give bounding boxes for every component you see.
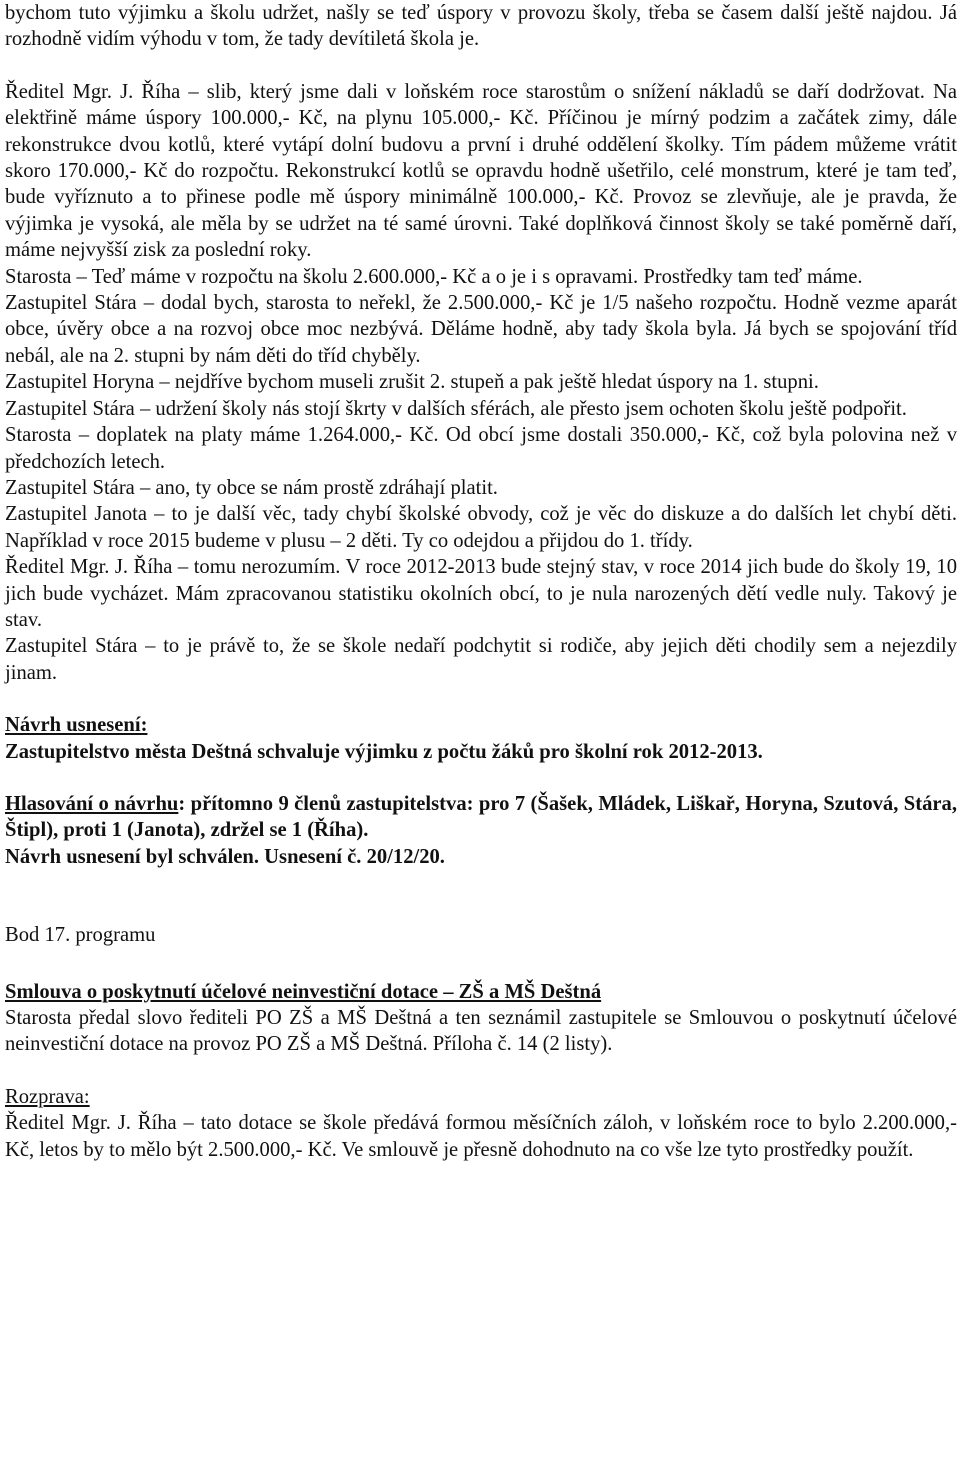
discussion-heading-text: Rozprava:	[5, 1085, 90, 1108]
discussion-text: Ředitel Mgr. J. Říha – tato dotace se škole předává formou měsíčních záloh, v loňském roce to bylo 2.200.000,- Kč, letos by to mělo být 2.500.000,- Kč. Ve smlouvě je přesně dohodnuto na co vše lze tyto prostředky použít.	[5, 1112, 957, 1161]
resolution-text: Zastupitelstvo města Deštná schvaluje výjimku z počtu žáků pro školní rok 2012-2013.	[5, 740, 763, 763]
paragraph-reditel-riha-1: Ředitel Mgr. J. Říha – slib, který jsme dali v loňském roce starostům o snížení nákladů se daří dodržovat. Na elektřině máme úspory 100.000,- Kč, na plynu 105.000,- Kč. Příčinou je mírný podzim a začátek zimy, dále rekonstrukce dvou kotlů, které vytápí dolní budovu a první i druhé oddělení školky. Tím pádem můžeme vrátit skoro 170.000,- Kč do rozpočtu. Rekonstrukcí kotlů se opravdu hodně ušetřilo, celé monstrum, které je tam teď, bude vyříznuto a to přinese podle mě úspory minimálně 100.000,- Kč. Provoz se zlevňuje, ale je pravda, že výjimka je vysoká, ale měla by se udržet na té samé úrovni. Také doplňková činnost školy se také poměrně daří, máme nejvyšší zisk za poslední roky.	[5, 80, 957, 262]
agenda-item-label: Bod 17. programu	[5, 924, 156, 947]
paragraph-stara-2: Zastupitel Stára – udržení školy nás stojí škrty v dalších sférách, ale přesto jsem ochoten školu ještě podpořit.	[5, 397, 907, 420]
vote-text: : přítomno 9 členů zastupitelstva: pro 7 (Šašek, Mládek, Liškař, Horyna, Szutová, Stára, Štipl), proti 1 (Janota), zdržel se 1 (Říha).	[5, 792, 957, 842]
agenda-item-title-text: Smlouva o poskytnutí účelové neinvestiční dotace – ZŠ a MŠ Deštná	[5, 980, 602, 1003]
resolution-heading	[5, 712, 957, 738]
paragraph-stara-4: Zastupitel Stára – to je právě to, že se škole nedaří podchytit si rodiče, aby jejich děti chodily sem a nejezdily jinam.	[5, 635, 957, 684]
agenda-item-intro: Starosta předal slovo řediteli PO ZŠ a MŠ Deštná a ten seznámil zastupitele se Smlouvou o poskytnutí účelové neinvestiční dotace na provoz PO ZŠ a MŠ Deštná. Příloha č. 14 (2 listy).	[5, 1007, 957, 1056]
document-page	[5, 0, 957, 1163]
paragraph-janota: Zastupitel Janota – to je další věc, tady chybí školské obvody, což je věc do diskuze a do dalších let chybí děti. Například v roce 2015 budeme v plusu – 2 děti. Ty co odejdou a přijdou do 1. třídy.	[5, 503, 957, 552]
paragraph-starosta-2: Starosta – doplatek na platy máme 1.264.000,- Kč. Od obcí jsme dostali 350.000,- Kč, což byla polovina než v předchozích letech.	[5, 424, 957, 473]
paragraph-starosta-1: Starosta – Teď máme v rozpočtu na školu 2.600.000,- Kč a o je i s opravami. Prostředky tam teď máme.	[5, 265, 863, 288]
vote-result: Návrh usnesení byl schválen. Usnesení č. 20/12/20.	[5, 845, 445, 868]
discussion-heading	[5, 1084, 957, 1110]
paragraph-reditel-riha-2: Ředitel Mgr. J. Říha – tomu nerozumím. V roce 2012-2013 bude stejný stav, v roce 2014 jich bude do školy 19, 10 jich bude vycházet. Mám zpracovanou statistiku okolních obcí, to je nula narozených dětí vedle nuly. Takový je stav.	[5, 556, 957, 631]
vote-paragraph	[5, 791, 957, 844]
agenda-item-title	[5, 979, 957, 1005]
paragraph-intro: bychom tuto výjimku a školu udržet, našly se teď úspory v provozu školy, třeba se časem další ještě najdou. Já rozhodně vidím výhodu v tom, že tady devítiletá škola je.	[5, 2, 957, 51]
paragraph-horyna: Zastupitel Horyna – nejdříve bychom museli zrušit 2. stupeň a pak ještě hledat úspory na 1. stupni.	[5, 371, 819, 394]
resolution-heading-text: Návrh usnesení:	[5, 714, 148, 737]
vote-heading: Hlasování o návrhu	[5, 792, 179, 815]
paragraph-stara-3: Zastupitel Stára – ano, ty obce se nám prostě zdráhají platit.	[5, 476, 498, 499]
paragraph-stara-1: Zastupitel Stára – dodal bych, starosta to neřekl, že 2.500.000,- Kč je 1/5 našeho rozpočtu. Hodně vezme aparát obce, úvěry obce a na rozvoj obce moc nezbývá. Děláme hodně, aby tady škola byla. Já bych se spojování tříd nebál, ale na 2. stupni by nám děti do tříd chyběly.	[5, 292, 957, 367]
